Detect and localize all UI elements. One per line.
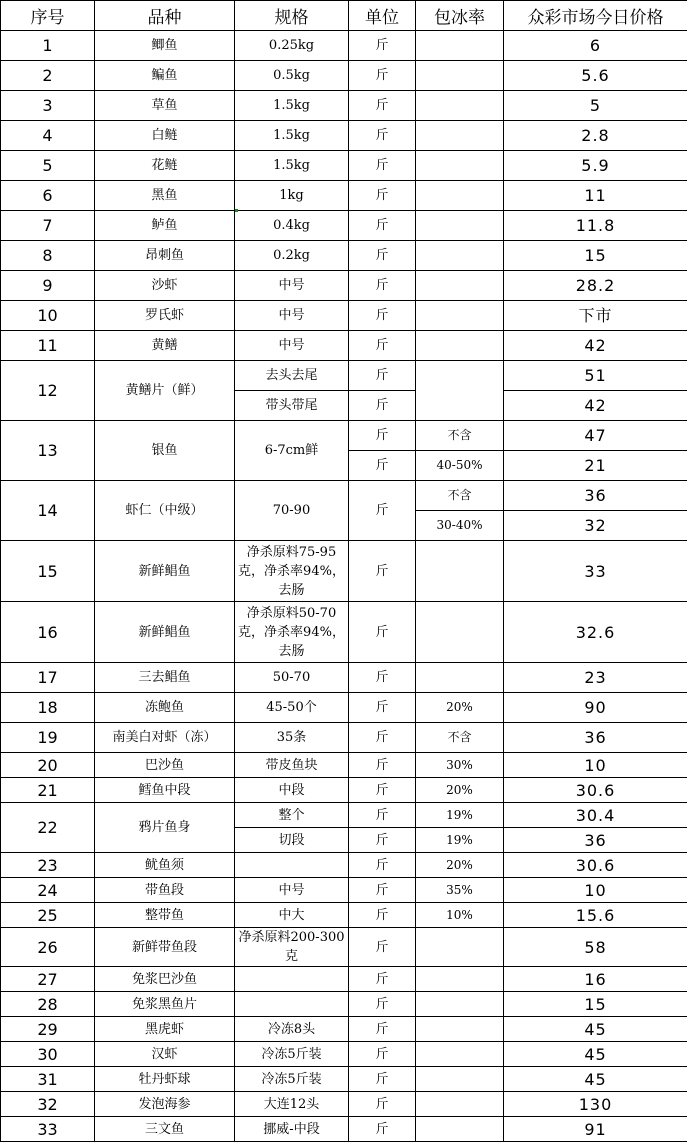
row-number: 9 (1, 271, 95, 301)
row-number: 15 (1, 541, 95, 602)
row-number: 19 (1, 723, 95, 753)
ice-rate-cell (416, 967, 504, 992)
unit-cell: 斤 (349, 211, 416, 241)
unit-cell: 斤 (349, 778, 416, 803)
ice-rate-cell: 35% (416, 878, 504, 903)
row-number: 28 (1, 992, 95, 1017)
unit-cell: 斤 (349, 928, 416, 967)
unit-cell: 斤 (349, 1092, 416, 1117)
table-row (1, 1067, 687, 1092)
product-spec: 中段 (235, 778, 349, 803)
header-unit: 单位 (349, 1, 416, 31)
product-spec: 45-50个 (235, 693, 349, 723)
price-cell: 23 (504, 663, 687, 693)
product-name: 昂刺鱼 (95, 241, 235, 271)
unit-cell: 斤 (349, 541, 416, 602)
row-number: 23 (1, 853, 95, 878)
price-cell: 32 (504, 511, 687, 541)
product-name: 三文鱼 (95, 1117, 235, 1142)
row-number: 17 (1, 663, 95, 693)
price-cell: 30.4 (504, 803, 687, 828)
table-row (1, 1017, 687, 1042)
product-spec: 冷冻8头 (235, 1017, 349, 1042)
price-cell: 16 (504, 967, 687, 992)
ice-rate-cell: 20% (416, 693, 504, 723)
table-row (1, 331, 687, 361)
price-cell: 42 (504, 331, 687, 361)
product-spec: 0.5kg (235, 61, 349, 91)
unit-cell: 斤 (349, 391, 416, 421)
unit-cell: 斤 (349, 61, 416, 91)
price-cell: 下市 (504, 301, 687, 331)
price-cell: 47 (504, 421, 687, 451)
product-spec: 中大 (235, 903, 349, 928)
ice-rate-cell: 10% (416, 903, 504, 928)
table-row (1, 723, 687, 753)
product-spec: 大连12头 (235, 1092, 349, 1117)
row-number: 24 (1, 878, 95, 903)
row-number: 12 (1, 361, 95, 421)
row-number: 8 (1, 241, 95, 271)
ice-rate-cell: 不含 (416, 481, 504, 511)
row-number: 27 (1, 967, 95, 992)
price-cell: 45 (504, 1067, 687, 1092)
cell-comment-marker (235, 209, 238, 212)
product-name: 花鲢 (95, 151, 235, 181)
row-number: 26 (1, 928, 95, 967)
product-spec: 冷冻5斤装 (235, 1042, 349, 1067)
ice-rate-cell (416, 1042, 504, 1067)
unit-cell: 斤 (349, 1067, 416, 1092)
product-spec: 切段 (235, 828, 349, 853)
product-name: 虾仁（中级） (95, 481, 235, 541)
product-name: 黄鳝 (95, 331, 235, 361)
unit-cell: 斤 (349, 241, 416, 271)
product-spec: 1.5kg (235, 151, 349, 181)
table-row (1, 61, 687, 91)
table-row (1, 967, 687, 992)
product-name: 鳊鱼 (95, 61, 235, 91)
ice-rate-cell (416, 181, 504, 211)
product-spec: 去头去尾 (235, 361, 349, 391)
product-name: 新鲜鲳鱼 (95, 602, 235, 663)
price-cell: 21 (504, 451, 687, 481)
product-spec (235, 853, 349, 878)
row-number: 18 (1, 693, 95, 723)
row-number: 25 (1, 903, 95, 928)
table-row (1, 602, 687, 663)
ice-rate-cell (416, 1067, 504, 1092)
product-spec: 净杀原料50-70克，净杀率94%，去肠 (235, 602, 349, 663)
row-number: 32 (1, 1092, 95, 1117)
table-row (1, 903, 687, 928)
product-name: 鲈鱼 (95, 211, 235, 241)
row-number: 2 (1, 61, 95, 91)
product-name: 发泡海参 (95, 1092, 235, 1117)
price-cell: 42 (504, 391, 687, 421)
row-number: 30 (1, 1042, 95, 1067)
row-number: 10 (1, 301, 95, 331)
ice-rate-cell (416, 992, 504, 1017)
ice-rate-cell (416, 301, 504, 331)
row-number: 22 (1, 803, 95, 853)
product-name: 巴沙鱼 (95, 753, 235, 778)
price-cell: 6 (504, 31, 687, 61)
price-cell: 5.9 (504, 151, 687, 181)
product-name: 银鱼 (95, 421, 235, 481)
price-cell: 5.6 (504, 61, 687, 91)
product-spec: 0.2kg (235, 241, 349, 271)
ice-rate-cell (416, 241, 504, 271)
row-number: 33 (1, 1117, 95, 1142)
ice-rate-cell: 20% (416, 778, 504, 803)
unit-cell: 斤 (349, 1042, 416, 1067)
price-cell: 15 (504, 992, 687, 1017)
table-row (1, 151, 687, 181)
product-name: 鸦片鱼身 (95, 803, 235, 853)
table-row (1, 753, 687, 778)
ice-rate-cell: 不含 (416, 723, 504, 753)
table-row (1, 421, 687, 451)
price-cell: 45 (504, 1017, 687, 1042)
table-row (1, 1117, 687, 1142)
ice-rate-cell (416, 121, 504, 151)
header-row (1, 1, 687, 31)
product-name: 鲫鱼 (95, 31, 235, 61)
unit-cell: 斤 (349, 878, 416, 903)
unit-cell: 斤 (349, 1117, 416, 1142)
ice-rate-cell: 40-50% (416, 451, 504, 481)
table-row (1, 853, 687, 878)
product-name: 黑虎虾 (95, 1017, 235, 1042)
product-spec: 冷冻5斤装 (235, 1067, 349, 1092)
product-spec: 中号 (235, 331, 349, 361)
unit-cell: 斤 (349, 121, 416, 151)
price-cell: 30.6 (504, 778, 687, 803)
row-number: 29 (1, 1017, 95, 1042)
table-row (1, 241, 687, 271)
product-spec: 50-70 (235, 663, 349, 693)
price-cell: 36 (504, 723, 687, 753)
product-spec: 1.5kg (235, 121, 349, 151)
ice-rate-cell: 30% (416, 753, 504, 778)
table-row (1, 803, 687, 828)
price-cell: 58 (504, 928, 687, 967)
ice-rate-cell (416, 61, 504, 91)
ice-rate-cell (416, 928, 504, 967)
ice-rate-cell (416, 1092, 504, 1117)
price-cell: 11 (504, 181, 687, 211)
price-cell: 51 (504, 361, 687, 391)
ice-rate-cell (416, 602, 504, 663)
product-name: 沙虾 (95, 271, 235, 301)
ice-rate-cell (416, 271, 504, 301)
table-row (1, 541, 687, 602)
unit-cell: 斤 (349, 91, 416, 121)
product-name: 鳕鱼中段 (95, 778, 235, 803)
price-cell: 15 (504, 241, 687, 271)
unit-cell: 斤 (349, 1017, 416, 1042)
ice-rate-cell: 19% (416, 803, 504, 828)
unit-cell: 斤 (349, 451, 416, 481)
row-number: 3 (1, 91, 95, 121)
price-cell: 10 (504, 753, 687, 778)
price-cell: 32.6 (504, 602, 687, 663)
price-cell: 11.8 (504, 211, 687, 241)
product-spec: 净杀原料200-300克 (235, 928, 349, 967)
product-spec: 中号 (235, 271, 349, 301)
ice-rate-cell (416, 331, 504, 361)
product-spec: 带皮鱼块 (235, 753, 349, 778)
product-spec: 0.4kg (235, 211, 349, 241)
unit-cell: 斤 (349, 803, 416, 828)
table-row (1, 663, 687, 693)
table-row (1, 301, 687, 331)
unit-cell: 斤 (349, 331, 416, 361)
ice-rate-cell (416, 151, 504, 181)
header-spec: 规格 (235, 1, 349, 31)
ice-rate-cell (416, 91, 504, 121)
product-spec (235, 967, 349, 992)
unit-cell: 斤 (349, 828, 416, 853)
unit-cell: 斤 (349, 663, 416, 693)
product-spec: 带头带尾 (235, 391, 349, 421)
ice-rate-cell: 19% (416, 828, 504, 853)
unit-cell: 斤 (349, 361, 416, 391)
product-spec: 中号 (235, 878, 349, 903)
price-cell: 30.6 (504, 853, 687, 878)
row-number: 31 (1, 1067, 95, 1092)
product-spec: 70-90 (235, 481, 349, 541)
product-name: 南美白对虾（冻） (95, 723, 235, 753)
table-row (1, 361, 687, 391)
product-name: 牡丹虾球 (95, 1067, 235, 1092)
header-price: 众彩市场今日价格 (504, 1, 687, 31)
unit-cell: 斤 (349, 481, 416, 541)
ice-rate-cell: 30-40% (416, 511, 504, 541)
row-number: 5 (1, 151, 95, 181)
table-row (1, 928, 687, 967)
price-cell: 36 (504, 828, 687, 853)
ice-rate-cell (416, 361, 504, 421)
ice-rate-cell (416, 541, 504, 602)
unit-cell: 斤 (349, 992, 416, 1017)
table-row (1, 778, 687, 803)
product-name: 黑鱼 (95, 181, 235, 211)
ice-rate-cell (416, 211, 504, 241)
price-cell: 36 (504, 481, 687, 511)
product-name: 新鲜鲳鱼 (95, 541, 235, 602)
header-ice-rate: 包冰率 (416, 1, 504, 31)
table-row (1, 1042, 687, 1067)
row-number: 13 (1, 421, 95, 481)
ice-rate-cell: 不含 (416, 421, 504, 451)
product-spec: 35条 (235, 723, 349, 753)
row-number: 1 (1, 31, 95, 61)
unit-cell: 斤 (349, 31, 416, 61)
product-name: 三去鲳鱼 (95, 663, 235, 693)
unit-cell: 斤 (349, 151, 416, 181)
unit-cell: 斤 (349, 753, 416, 778)
price-cell: 91 (504, 1117, 687, 1142)
row-number: 21 (1, 778, 95, 803)
row-number: 6 (1, 181, 95, 211)
ice-rate-cell (416, 663, 504, 693)
price-cell: 15.6 (504, 903, 687, 928)
header-name: 品种 (95, 1, 235, 31)
table-row (1, 878, 687, 903)
price-cell: 33 (504, 541, 687, 602)
product-name: 草鱼 (95, 91, 235, 121)
product-name: 免浆巴沙鱼 (95, 967, 235, 992)
product-spec: 净杀原料75-95克，净杀率94%，去肠 (235, 541, 349, 602)
product-spec: 1kg (235, 181, 349, 211)
product-spec: 1.5kg (235, 91, 349, 121)
unit-cell: 斤 (349, 967, 416, 992)
product-spec: 6-7cm鲜 (235, 421, 349, 481)
product-name: 鱿鱼须 (95, 853, 235, 878)
table-row (1, 481, 687, 511)
unit-cell: 斤 (349, 271, 416, 301)
product-name: 整带鱼 (95, 903, 235, 928)
header-no: 序号 (1, 1, 95, 31)
unit-cell: 斤 (349, 421, 416, 451)
table-row (1, 271, 687, 301)
table-row (1, 1092, 687, 1117)
unit-cell: 斤 (349, 853, 416, 878)
product-name: 带鱼段 (95, 878, 235, 903)
product-name: 白鲢 (95, 121, 235, 151)
row-number: 20 (1, 753, 95, 778)
unit-cell: 斤 (349, 301, 416, 331)
unit-cell: 斤 (349, 181, 416, 211)
unit-cell: 斤 (349, 723, 416, 753)
table-row (1, 693, 687, 723)
table-row (1, 31, 687, 61)
table-row (1, 181, 687, 211)
ice-rate-cell (416, 31, 504, 61)
unit-cell: 斤 (349, 693, 416, 723)
price-cell: 45 (504, 1042, 687, 1067)
ice-rate-cell: 20% (416, 853, 504, 878)
unit-cell: 斤 (349, 903, 416, 928)
price-cell: 5 (504, 91, 687, 121)
table-row (1, 91, 687, 121)
product-spec (235, 992, 349, 1017)
product-spec: 整个 (235, 803, 349, 828)
price-cell: 130 (504, 1092, 687, 1117)
product-name: 冻鲍鱼 (95, 693, 235, 723)
price-cell: 90 (504, 693, 687, 723)
ice-rate-cell (416, 1117, 504, 1142)
price-cell: 10 (504, 878, 687, 903)
unit-cell: 斤 (349, 602, 416, 663)
product-spec: 0.25kg (235, 31, 349, 61)
table-row (1, 121, 687, 151)
product-name: 免浆黑鱼片 (95, 992, 235, 1017)
ice-rate-cell (416, 1017, 504, 1042)
price-cell: 2.8 (504, 121, 687, 151)
row-number: 16 (1, 602, 95, 663)
product-name: 汉虾 (95, 1042, 235, 1067)
row-number: 7 (1, 211, 95, 241)
table-row (1, 992, 687, 1017)
product-spec: 挪威-中段 (235, 1117, 349, 1142)
product-name: 罗氏虾 (95, 301, 235, 331)
row-number: 14 (1, 481, 95, 541)
product-name: 黄鳝片（鲜） (95, 361, 235, 421)
price-cell: 28.2 (504, 271, 687, 301)
product-spec: 中号 (235, 301, 349, 331)
table-row (1, 211, 687, 241)
row-number: 11 (1, 331, 95, 361)
row-number: 4 (1, 121, 95, 151)
product-name: 新鲜带鱼段 (95, 928, 235, 967)
